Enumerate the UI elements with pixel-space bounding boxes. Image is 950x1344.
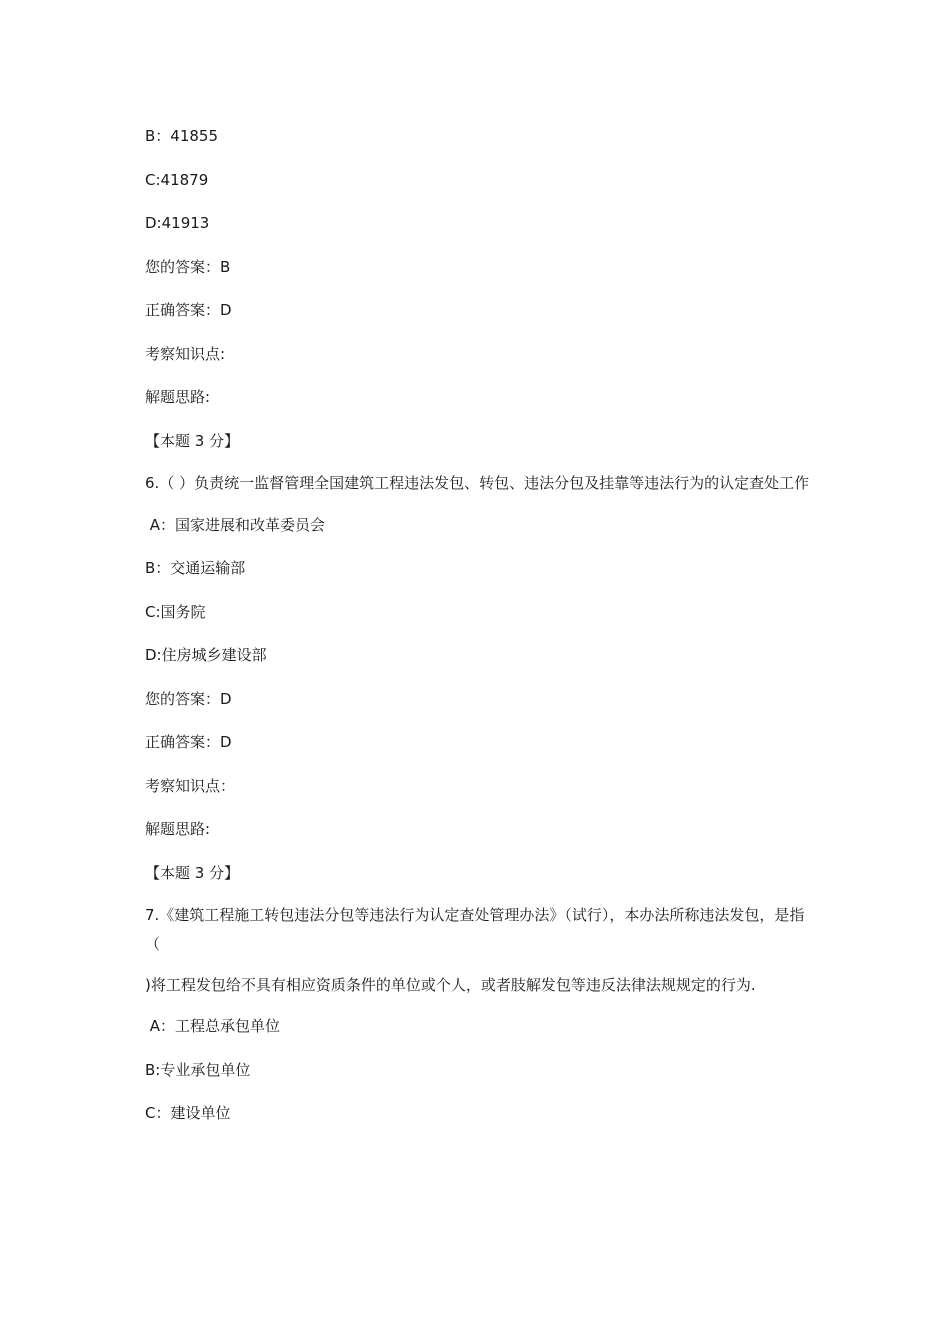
q6-option-d: D:住房城乡建设部 <box>145 646 267 664</box>
q5-knowledge-point: 考察知识点: <box>145 344 226 363</box>
q6-score: 【本题 3 分】 <box>145 863 240 882</box>
document-page <box>145 124 815 1145</box>
q5-correct-answer: 正确答案：D <box>145 301 232 319</box>
q5-option-b: B：41855 <box>145 127 219 145</box>
q7-option-b: B:专业承包单位 <box>145 1060 251 1079</box>
q7-question-part2: )将工程发包给不具有相应资质条件的单位或个人，或者肢解发包等违反法律法规规定的行为. <box>145 975 756 994</box>
q6-question: 6.（ ）负责统一监督管理全国建筑工程违法发包、转包、违法分包及挂靠等违法行为的认定查处工作 <box>145 474 810 492</box>
q5-solution-idea: 解题思路: <box>145 388 211 406</box>
q6-correct-answer: 正确答案：D <box>145 733 232 751</box>
q5-option-c: C:41879 <box>145 170 209 189</box>
q5-option-d: D:41913 <box>145 214 210 232</box>
q7-question-part1: 7.《建筑工程施工转包违法分包等违法行为认定查处管理办法》（试行），本办法所称违法发包，是指（ <box>145 906 805 953</box>
q6-option-a: A：国家进展和改革委员会 <box>145 515 326 534</box>
q6-solution-idea: 解题思路: <box>145 820 211 838</box>
q5-score: 【本题 3 分】 <box>145 431 240 450</box>
q6-your-answer: 您的答案：D <box>145 689 232 708</box>
q7-option-a: A：工程总承包单位 <box>145 1017 281 1035</box>
q5-your-answer: 您的答案：B <box>145 257 231 276</box>
q7-option-c: C：建设单位 <box>145 1104 231 1122</box>
q6-option-c: C:国务院 <box>145 602 206 621</box>
q6-option-b: B：交通运输部 <box>145 559 246 577</box>
q6-knowledge-point: 考察知识点： <box>145 776 236 795</box>
